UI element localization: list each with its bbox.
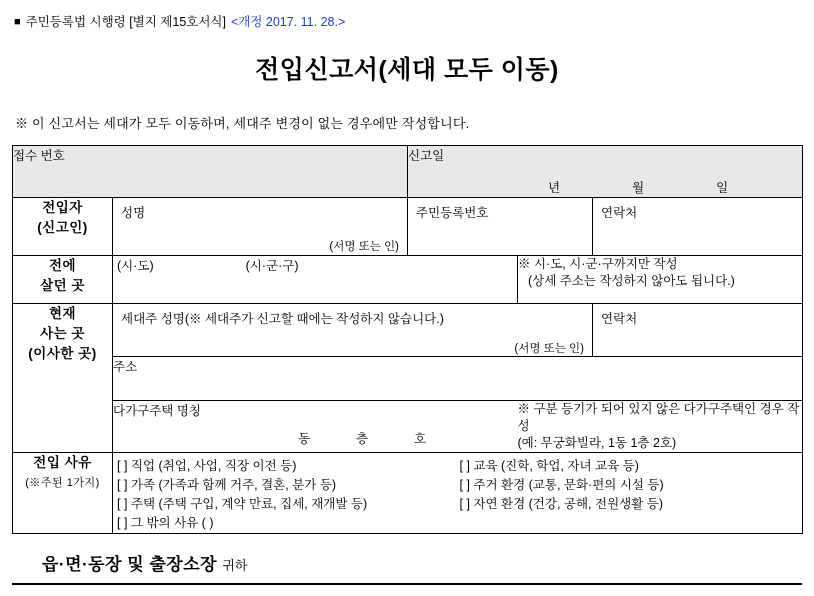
- reason-column-right: [460, 457, 803, 533]
- current-head-row: [13, 304, 803, 357]
- current-contact-label: 연락처: [601, 312, 638, 326]
- reason-options-cell[interactable]: [113, 453, 803, 534]
- reason-row: [13, 453, 803, 534]
- reason-option-education[interactable]: [ ] 교육 (진학, 학업, 자녀 교육 등): [459, 459, 639, 473]
- mover-name-label: 성명: [121, 206, 146, 220]
- report-date-cell: [408, 146, 803, 178]
- current-address-cell[interactable]: [113, 357, 803, 401]
- date-labels-row: [13, 178, 803, 198]
- date-day-label: 일: [716, 180, 729, 195]
- mover-contact-cell[interactable]: [593, 198, 803, 256]
- report-date-label: 신고일: [408, 149, 445, 163]
- previous-region-cell[interactable]: [113, 256, 518, 304]
- current-head-name-cell[interactable]: [113, 304, 593, 357]
- form-reference: 주민등록법 시행령 [별지 제15호서식]: [25, 15, 226, 29]
- current-contact-cell[interactable]: [593, 304, 803, 357]
- previous-note-cell: [518, 256, 803, 304]
- bullet-icon: ■: [14, 16, 21, 28]
- previous-label-line1: 전에: [48, 258, 77, 273]
- reason-option-job[interactable]: [ ] 직업 (취업, 사업, 직장 이전 등): [117, 459, 297, 473]
- revision-date: <개정 2017. 11. 28.>: [230, 15, 346, 29]
- current-dong-label: 동: [298, 432, 311, 446]
- mover-contact-label: 연락처: [601, 206, 638, 220]
- mover-rrn-cell[interactable]: [408, 198, 593, 256]
- previous-sigungu-label: (시·군·구): [245, 259, 299, 273]
- mover-name-cell[interactable]: [113, 198, 408, 256]
- current-address-row: [13, 357, 803, 401]
- date-month-label: 월: [632, 180, 645, 195]
- reason-option-other[interactable]: [ ] 그 밖의 사유 ( ): [117, 516, 214, 530]
- previous-label-line2: 살던 곳: [40, 278, 85, 293]
- recipient-office: 읍·면·동장 및 출장소장: [42, 555, 218, 574]
- current-multihouse-note2: (예: 무궁화빌라, 1동 1층 2호): [517, 436, 677, 450]
- page-title: 전입신고서(세대 모두 이동): [255, 56, 559, 84]
- mover-label-cell: [13, 198, 113, 256]
- previous-address-row: [13, 256, 803, 304]
- previous-note-line1: ※ 시·도, 시·군·구까지만 작성: [518, 257, 678, 271]
- reason-label-cell: [13, 453, 113, 534]
- previous-note-line2: (상세 주소는 작성하지 않아도 됩니다.): [528, 274, 735, 288]
- reason-label-sub: (※주된 1가지): [25, 477, 100, 489]
- current-multihouse-row: [13, 401, 803, 453]
- current-signature-note: (서명 또는 인): [514, 343, 584, 355]
- current-cheung-label: 층: [356, 432, 369, 446]
- reason-option-natural-env[interactable]: [ ] 자연 환경 (건강, 공해, 전원생활 등): [459, 497, 664, 511]
- receipt-number-label: 접수 번호: [13, 149, 65, 163]
- mover-row: [13, 198, 803, 256]
- mover-label-main: 전입자: [42, 200, 83, 215]
- current-multihouse-cell[interactable]: [113, 401, 518, 453]
- current-multihouse-note-cell: [518, 401, 803, 453]
- current-label-line2: 사는 곳: [40, 326, 85, 341]
- recipient-suffix: 귀하: [222, 558, 248, 573]
- mover-rrn-label: 주민등록번호: [416, 206, 489, 220]
- current-address-label: 주소: [113, 360, 138, 374]
- current-label-cell: [13, 304, 113, 453]
- reason-option-family[interactable]: [ ] 가족 (가족과 함께 거주, 결혼, 분가 등): [117, 478, 337, 492]
- form-note: ※ 이 신고서는 세대가 모두 이동하며, 세대주 변경이 없는 경우에만 작성합니다.: [15, 116, 470, 131]
- mover-signature-note: (서명 또는 인): [329, 241, 399, 253]
- application-form-table: [12, 145, 803, 534]
- reason-option-housing[interactable]: [ ] 주택 (주택 구입, 계약 만료, 집세, 재개발 등): [117, 497, 368, 511]
- previous-sido-label: (시·도): [117, 259, 154, 273]
- current-ho-label: 호: [414, 432, 427, 446]
- previous-label-cell: [13, 256, 113, 304]
- receipt-row: [13, 146, 803, 178]
- receipt-number-value: [13, 178, 408, 198]
- reason-label-main: 전입 사유: [33, 455, 92, 470]
- date-fields: [408, 178, 803, 198]
- receipt-number-cell: [13, 146, 408, 178]
- date-year-label: 년: [548, 180, 561, 195]
- current-label-line3: (이사한 곳): [28, 346, 97, 361]
- recipient-line: [12, 550, 802, 575]
- form-meta: [14, 14, 802, 30]
- footer-divider: [12, 583, 802, 585]
- current-head-name-label: 세대주 성명(※ 세대주가 신고할 때에는 작성하지 않습니다.): [121, 312, 444, 326]
- reason-column-left: [117, 457, 460, 533]
- reason-option-living-env[interactable]: [ ] 주거 환경 (교통, 문화·편의 시설 등): [459, 478, 664, 492]
- mover-label-sub: (신고인): [37, 220, 88, 235]
- current-multihouse-note1: ※ 구분 등기가 되어 있지 않은 다가구주택인 경우 작성: [517, 402, 800, 433]
- current-label-line1: 현재: [48, 306, 77, 321]
- current-multihouse-label: 다가구주택 명칭: [113, 404, 201, 418]
